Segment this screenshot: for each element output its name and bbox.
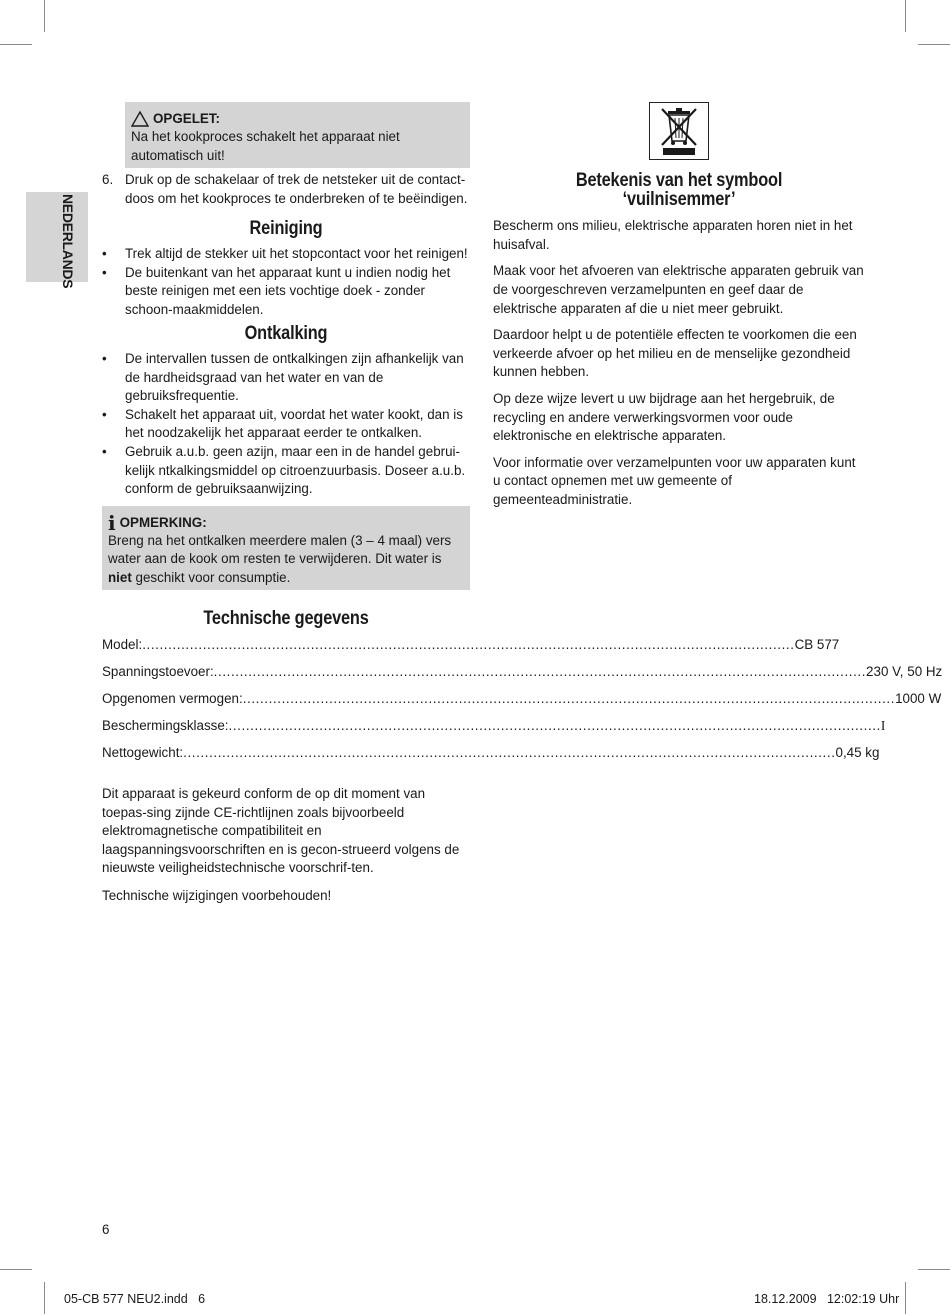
weee-symbol: [649, 102, 709, 160]
language-label: NEDERLANDS: [60, 194, 76, 289]
crop-mark: [44, 1282, 45, 1314]
spec-row: Spanningstoevoer: ....................................................................................................................................................... 230 V, 50 Hz: [102, 664, 943, 680]
cleaning-heading: Reiniging: [249, 218, 323, 240]
crop-mark: [918, 1269, 950, 1270]
weee-paragraph: Daardoor helpt u de potentiële effecten te voorkomen die een verkeerde afvoer op het milieu en de menselijke gezondheid kunnen hebben.: [493, 327, 857, 380]
step-6: [102, 171, 470, 208]
footer-timestamp: 18.12.2009 12:02:19 Uhr: [754, 1292, 900, 1306]
step-text: Druk op de schakelaar of trek de netsteker uit de contact-doos om het kookproces te onderbreken of te beëindigen.: [125, 172, 468, 206]
descaling-heading: Ontkalking: [244, 323, 328, 345]
crop-mark: [905, 1282, 906, 1314]
specs-heading: Technische gegevens: [203, 608, 369, 630]
descaling-list: [102, 350, 470, 499]
crop-mark: [0, 1269, 32, 1270]
weee-paragraph: Bescherm ons milieu, elektrische apparaten horen niet in het huisafval.: [493, 218, 853, 252]
crop-mark: [905, 0, 906, 32]
specs-table: [102, 636, 943, 771]
warning-text: Na het kookproces schakelt het apparaat niet automatisch uit!: [131, 129, 400, 163]
language-side-tab: [26, 192, 88, 289]
warning-box: [125, 102, 470, 168]
changes-text: Technische wijzigingen voorbehouden!: [102, 888, 332, 904]
spec-row: Model: ....................................................................................................................................................... CB 577: [102, 637, 840, 653]
note-title: OPMERKING:: [119, 514, 207, 530]
weee-paragraph: Maak voor het afvoeren van elektrische apparaten gebruik van de voorgeschreven verzamelpunten en geef daar de elektrische apparaten af die u niet meer gebruikt.: [493, 263, 864, 316]
conformity-text: Dit apparaat is gekeurd conform de op dit moment van toepas-sing zijnde CE-richtlijnen zoals bijvoorbeeld elektromagnetische compatibiliteit en laagspanningsvoorschriften en is gecon-strueerd volgens de nieuwste veiligheidstechnische voorschrif-ten.: [102, 786, 460, 876]
crossed-out-bin-icon: [650, 103, 708, 159]
page-number: 6: [102, 1222, 110, 1237]
spec-row: Nettogewicht: ....................................................................................................................................................... 0,45 kg: [102, 745, 880, 761]
weee-paragraph: Voor informatie over verzamelpunten voor uw apparaten kunt u contact opnemen met uw gemeente of gemeenteadministratie.: [493, 454, 856, 507]
crop-mark: [44, 0, 45, 32]
spec-row: Opgenomen vermogen: ....................................................................................................................................................... 1000 W: [102, 691, 942, 707]
note-box: [102, 506, 470, 591]
right-column: [493, 102, 865, 510]
list-item: • De buitenkant van het apparaat kunt u indien nodig het beste reinigen met een iets vochtige doek - zonder schoon-maakmiddelen.: [102, 264, 451, 317]
note-text: Breng na het ontkalken meerdere malen (3 – 4 maal) vers water aan de kook om resten te verwijderen. Dit water is niet geschikt voor consumptie.: [108, 532, 452, 585]
step-number: 6.: [102, 172, 114, 188]
list-item: • De intervallen tussen de ontkalkingen zijn afhankelijk van de hardheidsgraad van het water en van de gebruiksfrequentie.: [102, 350, 464, 404]
warning-triangle-icon: [131, 111, 149, 127]
warning-title: OPGELET:: [153, 111, 220, 126]
footer-filename: 05-CB 577 NEU2.indd 6: [64, 1292, 206, 1306]
weee-heading: Betekenis van het symbool ‘vuilnisemmer’: [575, 170, 783, 210]
list-item: • Schakelt het apparaat uit, voordat het water kookt, dan is het noodzakelijk het apparaat eerder te ontkalken.: [102, 406, 463, 441]
weee-paragraph: Op deze wijze levert u uw bijdrage aan het hergebruik, de recycling en andere verwerkingsvormen voor oude elektronische en elektrische apparaten.: [493, 390, 835, 444]
crop-mark: [0, 44, 32, 45]
list-item: • Gebruik a.u.b. geen azijn, maar een in de handel gebrui-kelijk ntkalkingsmiddel op citroenzuurbasis. Doseer a.u.b. conform de gebruiksaanwijzing.: [102, 443, 466, 497]
info-icon: i: [108, 510, 116, 535]
cleaning-list: [102, 245, 470, 319]
crop-mark: [918, 44, 950, 45]
spec-row: Beschermingsklasse: ....................................................................................................................................................... I: [102, 718, 886, 734]
list-item: • Trek altijd de stekker uit het stopcontact voor het reinigen!: [102, 245, 468, 261]
